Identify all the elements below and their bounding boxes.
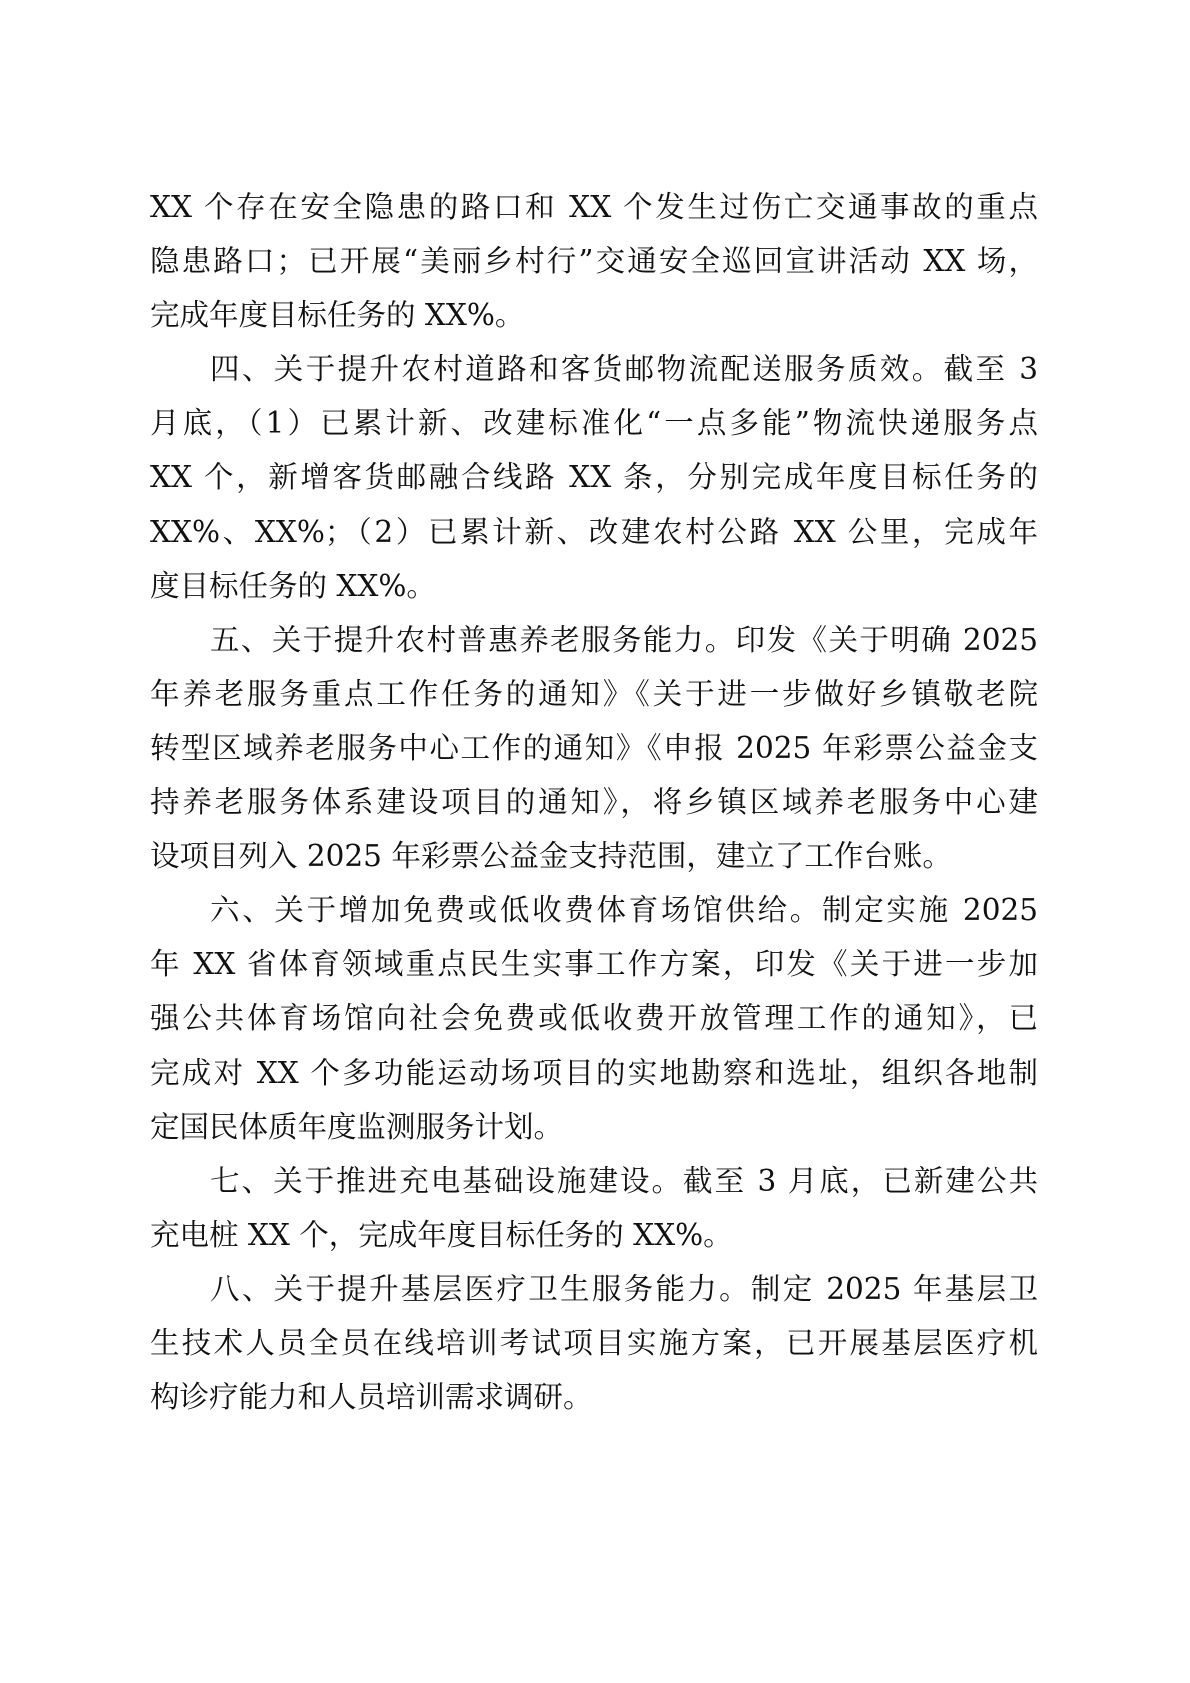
text-line: 隐患路口；已开展“美丽乡村行”交通安全巡回宣讲活动 XX 场， xyxy=(150,244,1038,279)
paragraph-traffic-safety xyxy=(150,180,1038,342)
paragraph-section-five xyxy=(150,613,1038,883)
paragraph-section-six xyxy=(150,883,1038,1153)
paragraph-section-four xyxy=(150,342,1038,612)
text-line: 七、关于推进充电基础设施建设。截至 3 月底，已新建公共 xyxy=(210,1163,1038,1198)
text-line: 年养老服务重点工作任务的通知》《关于进一步做好乡镇敬老院 xyxy=(150,676,1038,711)
text-line: 转型区域养老服务中心工作的通知》《申报 2025 年彩票公益金支 xyxy=(150,730,1038,765)
text-line: XX 个存在安全隐患的路口和 XX 个发生过伤亡交通事故的重点 xyxy=(150,190,1038,224)
paragraph-section-seven xyxy=(150,1154,1038,1262)
text-line: 八、关于提升基层医疗卫生服务能力。制定 2025 年基层卫 xyxy=(210,1271,1038,1306)
text-line: 持养老服务体系建设项目的通知》，将乡镇区域养老服务中心建 xyxy=(150,785,1038,820)
text-line: 强公共体育场馆向社会免费或低收费开放管理工作的通知》，已 xyxy=(150,1001,1038,1036)
text-line: 设项目列入 2025 年彩票公益金支持范围，建立了工作台账。 xyxy=(150,839,952,874)
text-line: 月底，（1）已累计新、改建标准化“一点多能”物流快递服务点 xyxy=(150,406,1038,441)
text-line: 五、关于提升农村普惠养老服务能力。印发《关于明确 2025 xyxy=(210,622,1038,657)
document-body xyxy=(150,180,1038,1424)
text-line: 度目标任务的 XX%。 xyxy=(150,568,436,603)
text-line: 完成年度目标任务的 XX%。 xyxy=(150,298,525,333)
text-line: 四、关于提升农村道路和客货邮物流配送服务质效。截至 3 xyxy=(210,352,1038,387)
text-line: 年 XX 省体育领域重点民生实事工作方案，印发《关于进一步加 xyxy=(150,947,1038,982)
text-line: 完成对 XX 个多功能运动场项目的实地勘察和选址，组织各地制 xyxy=(150,1055,1038,1090)
text-line: 生技术人员全员在线培训考试项目实施方案，已开展基层医疗机 xyxy=(150,1325,1038,1360)
text-line: XX%、XX%；（2）已累计新、改建农村公路 XX 公里，完成年 xyxy=(150,514,1038,549)
text-line: XX 个，新增客货邮融合线路 XX 条，分别完成年度目标任务的 xyxy=(150,460,1038,495)
text-line: 充电桩 XX 个，完成年度目标任务的 XX%。 xyxy=(150,1217,733,1252)
text-line: 构诊疗能力和人员培训需求调研。 xyxy=(150,1380,593,1415)
paragraph-section-eight xyxy=(150,1262,1038,1424)
text-line: 六、关于增加免费或低收费体育场馆供给。制定实施 2025 xyxy=(210,893,1038,928)
text-line: 定国民体质年度监测服务计划。 xyxy=(150,1109,564,1144)
